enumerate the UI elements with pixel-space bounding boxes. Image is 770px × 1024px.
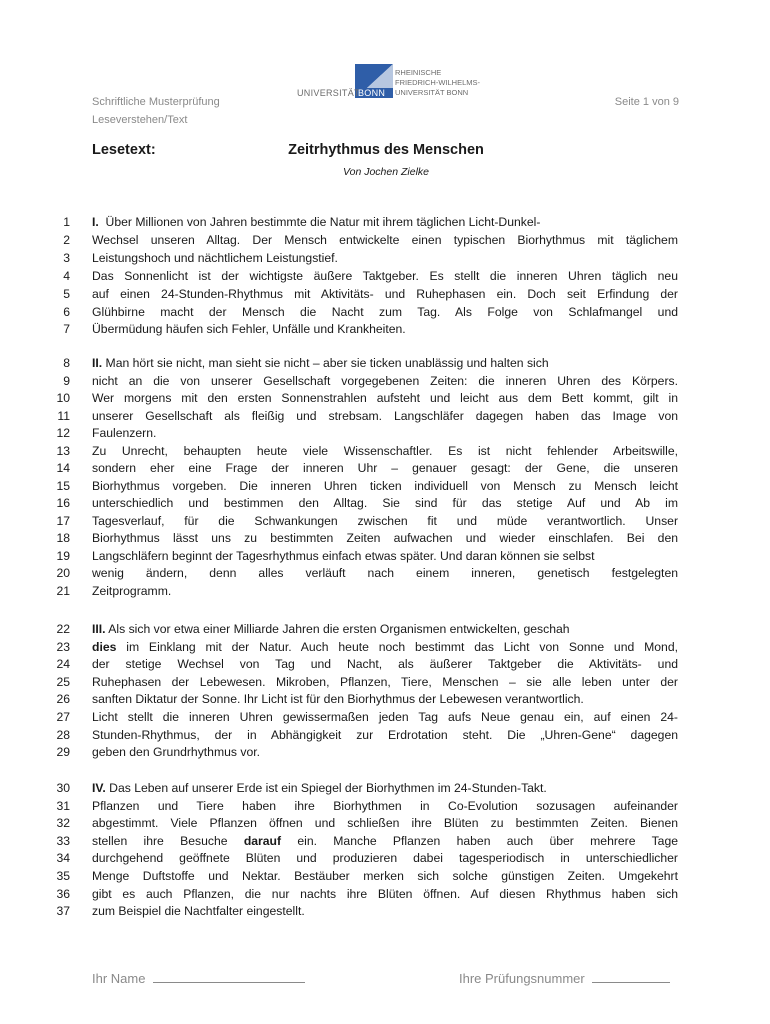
text-segment: Wechsel unseren Alltag. Der Mensch entwickelte einen typischen Biorhythmus mit täglichem xyxy=(92,232,678,247)
text-line xyxy=(92,869,678,883)
bold-text: dies xyxy=(92,639,117,654)
text-segment: gibt es auch Pflanzen, die nur nachts ihre Blüten öffnen. Auf diesen Rhythmus haben sich xyxy=(92,886,678,901)
text-line xyxy=(92,904,678,918)
line-number: 33 xyxy=(56,833,70,848)
text-line xyxy=(92,461,678,475)
bold-text: II. xyxy=(92,356,103,370)
line-number: 11 xyxy=(57,408,70,423)
line-number: 13 xyxy=(56,443,70,458)
text-segment: Licht stellt die inneren Uhren gewissermaßen jeden Tag aufs Neue genau ein, auf einen 24- xyxy=(92,710,678,724)
text-segment: Das Sonnenlicht ist der wichtigste äußere Taktgeber. Es stellt die inneren Uhren täglich neu xyxy=(92,268,678,283)
line-number: 6 xyxy=(63,304,70,319)
line-number: 9 xyxy=(63,373,70,388)
text-segment: Menge Duftstoffe und Nektar. Bestäuber merken sich solche günstigen Zeiten. Umgekehrt xyxy=(92,869,678,883)
text-segment: ein. Manche Pflanzen haben auch über mehrere Tage xyxy=(281,833,679,848)
title-row xyxy=(92,142,680,162)
line-number: 24 xyxy=(56,657,70,672)
text-line xyxy=(92,287,678,301)
text-segment: sondern eher eine Frage der inneren Uhr – genauer gesagt: der Gene, die unseren xyxy=(92,461,678,475)
footer-number-field xyxy=(459,970,670,986)
text-segment: Übermüdung häufen sich Fehler, Unfälle und Krankheiten. xyxy=(92,322,406,337)
line-number: 8 xyxy=(63,356,70,370)
text-segment: durchgehend geöffnete Blüten und produzieren dabei tagesperiodisch in unterschiedlicher xyxy=(92,851,678,866)
text-segment: sanften Diktatur der Sonne. Ihr Licht ist für den Biorhythmus der Lebewesen verantwortlich. xyxy=(92,692,584,707)
logo-right-line1: RHEINISCHE xyxy=(395,68,442,77)
bold-text: darauf xyxy=(243,833,282,848)
line-number: 25 xyxy=(56,674,70,689)
text-segment: Man hört sie nicht, man sieht sie nicht – aber sie ticken unablässig und halten sich xyxy=(102,356,549,370)
line-number: 16 xyxy=(56,496,70,510)
line-number: 34 xyxy=(56,851,70,866)
line-number: 26 xyxy=(56,692,70,707)
name-label: Ihr Name xyxy=(92,971,146,986)
text-segment: der stetige Wechsel von Tag und Nacht, als äußerer Taktgeber die Aktivitäts- und xyxy=(92,657,678,672)
text-line xyxy=(92,799,678,813)
line-number: 30 xyxy=(56,781,70,795)
text-line xyxy=(92,426,678,440)
text-line xyxy=(92,692,678,706)
text-line xyxy=(92,781,678,795)
logo-right-line3: UNIVERSITÄT BONN xyxy=(395,88,469,97)
line-number: 20 xyxy=(56,566,70,580)
line-number: 19 xyxy=(56,548,70,563)
text-line xyxy=(92,675,678,689)
text-segment: nicht an die von unserer Gesellschaft vorgegebenen Zeiten: die inneren Uhren des Körpers. xyxy=(92,373,678,388)
line-number: 22 xyxy=(56,622,70,636)
text-line xyxy=(92,728,678,742)
text-segment: unterschiedlich und bestimmen den Alltag. Sie sind für das stetige Auf und Ab im xyxy=(92,496,678,510)
exam-number-label: Ihre Prüfungsnummer xyxy=(459,971,585,986)
text-segment: zum Beispiel die Nachtfalter eingestellt. xyxy=(92,904,305,919)
text-line xyxy=(92,531,678,545)
line-number: 29 xyxy=(56,745,70,760)
line-number: 1 xyxy=(63,215,70,229)
line-number: 15 xyxy=(56,478,70,493)
text-segment: Langschläfern beginnt der Tagesrhythmus einfach etwas später. Und daran können sie selbst xyxy=(92,548,595,563)
text-segment: Ruhephasen der Lebewesen. Mikroben, Pflanzen, Tiere, Menschen – sie alle leben unter der xyxy=(92,674,678,689)
logo-right-line2: FRIEDRICH-WILHELMS- xyxy=(395,78,481,87)
text-line xyxy=(92,745,678,759)
text-segment: Biorhythmus lässt uns zu bestimmten Zeiten aufwachen und wieder einschlafen. Bei den xyxy=(92,531,678,545)
line-number: 35 xyxy=(56,869,70,883)
text-line xyxy=(92,816,678,830)
text-line xyxy=(92,834,678,848)
line-number: 37 xyxy=(56,904,70,919)
text-line xyxy=(92,322,678,336)
text-line xyxy=(92,374,678,388)
author-line: Von Jochen Zielke xyxy=(343,166,429,178)
text-line xyxy=(92,391,678,405)
text-line xyxy=(92,215,678,229)
line-number: 23 xyxy=(56,639,70,654)
text-segment: unserer Gesellschaft als fleißig und strebsam. Langschläfer dagegen haben das Image von xyxy=(92,408,678,423)
text-segment: stellen ihre Besuche xyxy=(92,833,244,848)
name-underline xyxy=(153,970,305,983)
text-line xyxy=(92,640,678,654)
text-line xyxy=(92,566,678,580)
exam-number-underline xyxy=(592,970,670,983)
line-number: 18 xyxy=(56,531,70,545)
text-line xyxy=(92,622,678,636)
text-line xyxy=(92,479,678,493)
line-number: 31 xyxy=(56,798,70,813)
text-segment: Zu Unrecht, behaupten heute viele Wissenschaftler. Es ist nicht fehlender Arbeitswille, xyxy=(92,443,678,458)
line-number: 10 xyxy=(56,391,70,405)
line-number: 21 xyxy=(56,583,70,598)
text-line xyxy=(92,710,678,724)
line-number: 27 xyxy=(56,710,70,724)
text-line xyxy=(92,269,678,283)
text-segment: auf einen 24-Stunden-Rhythmus mit Aktivitäts- und Ruhephasen ein. Doch seit Erfindung der xyxy=(92,286,678,301)
text-segment: Biorhythmus vorgeben. Die inneren Uhren ticken individuell von Mensch zu Mensch leicht xyxy=(92,478,678,493)
line-number: 28 xyxy=(56,727,70,742)
text-segment: Tagesverlauf, für die Schwankungen zwischen fit und müde verantwortlich. Unser xyxy=(92,513,678,528)
line-number: 17 xyxy=(56,513,70,528)
text-segment: Zeitprogramm. xyxy=(92,583,172,598)
text-line xyxy=(92,356,678,370)
footer-name-field xyxy=(92,970,305,986)
text-line xyxy=(92,657,678,671)
line-number: 2 xyxy=(63,232,70,247)
text-line xyxy=(92,444,678,458)
section-label: Lesetext: xyxy=(92,142,156,158)
page-title: Zeitrhythmus des Menschen xyxy=(288,142,484,158)
text-line xyxy=(92,851,678,865)
text-line xyxy=(92,549,678,563)
text-segment: geben den Grundrhythmus vor. xyxy=(92,745,261,760)
text-line xyxy=(92,409,678,423)
line-number: 3 xyxy=(63,250,70,265)
bold-text: IV. xyxy=(92,781,106,795)
logo-left-text: UNIVERSITÄT xyxy=(297,88,360,98)
text-segment: Pflanzen und Tiere haben ihre Biorhythmen in Co-Evolution sozusagen aufeinander xyxy=(92,798,678,813)
text-segment: Leistungshoch und nächtlichem Leistungstief. xyxy=(92,250,338,265)
text-line xyxy=(92,251,678,265)
text-segment: Wer morgens mit den ersten Sonnenstrahlen aufsteht und leicht aus dem Bett kommt, gilt in xyxy=(92,391,678,405)
text-segment: Stunden-Rhythmus, der in Abhängigkeit zur Erdrotation steht. Die „Uhren-Gene“ dagegen xyxy=(92,727,678,742)
line-number: 14 xyxy=(56,461,70,475)
line-number: 5 xyxy=(63,286,70,301)
logo-box-text: BONN xyxy=(358,88,386,98)
text-segment: Faulenzern. xyxy=(92,426,157,440)
line-number: 7 xyxy=(63,322,70,337)
header-section: Leseverstehen/Text xyxy=(92,114,188,126)
text-line xyxy=(92,496,678,510)
line-number: 32 xyxy=(56,816,70,831)
university-logo xyxy=(297,64,497,100)
text-segment: Das Leben auf unserer Erde ist ein Spiegel der Biorhythmen im 24-Stunden-Takt. xyxy=(105,781,547,795)
text-line xyxy=(92,514,678,528)
bold-text: I. xyxy=(92,215,99,229)
bold-text: III. xyxy=(92,622,106,636)
text-line xyxy=(92,233,678,247)
line-number: 4 xyxy=(63,268,70,283)
header-subject: Schriftliche Musterprüfung xyxy=(92,96,220,108)
text-segment: wenig ändern, denn alles verläuft nach einem inneren, genetisch festgelegten xyxy=(92,566,678,580)
page-number: Seite 1 von 9 xyxy=(614,96,679,108)
text-segment: Glühbirne macht der Mensch die Nacht zum Tag. Als Folge von Schlafmangel und xyxy=(92,304,678,319)
text-segment: Als sich vor etwa einer Milliarde Jahren die ersten Organismen entwickelten, geschah xyxy=(105,622,570,636)
text-segment: im Einklang mit der Natur. Auch heute noch bestimmt das Licht von Sonne und Mond, xyxy=(116,639,678,654)
text-line xyxy=(92,584,678,598)
text-line xyxy=(92,887,678,901)
text-line xyxy=(92,305,678,319)
text-segment: Über Millionen von Jahren bestimmte die Natur mit ihrem täglichen Licht-Dunkel- xyxy=(98,215,541,229)
line-number: 36 xyxy=(56,886,70,901)
text-segment: abgestimmt. Viele Pflanzen öffnen und schließen ihre Blüten zu bestimmten Zeiten. Bienen xyxy=(92,816,678,831)
line-number: 12 xyxy=(56,426,70,440)
